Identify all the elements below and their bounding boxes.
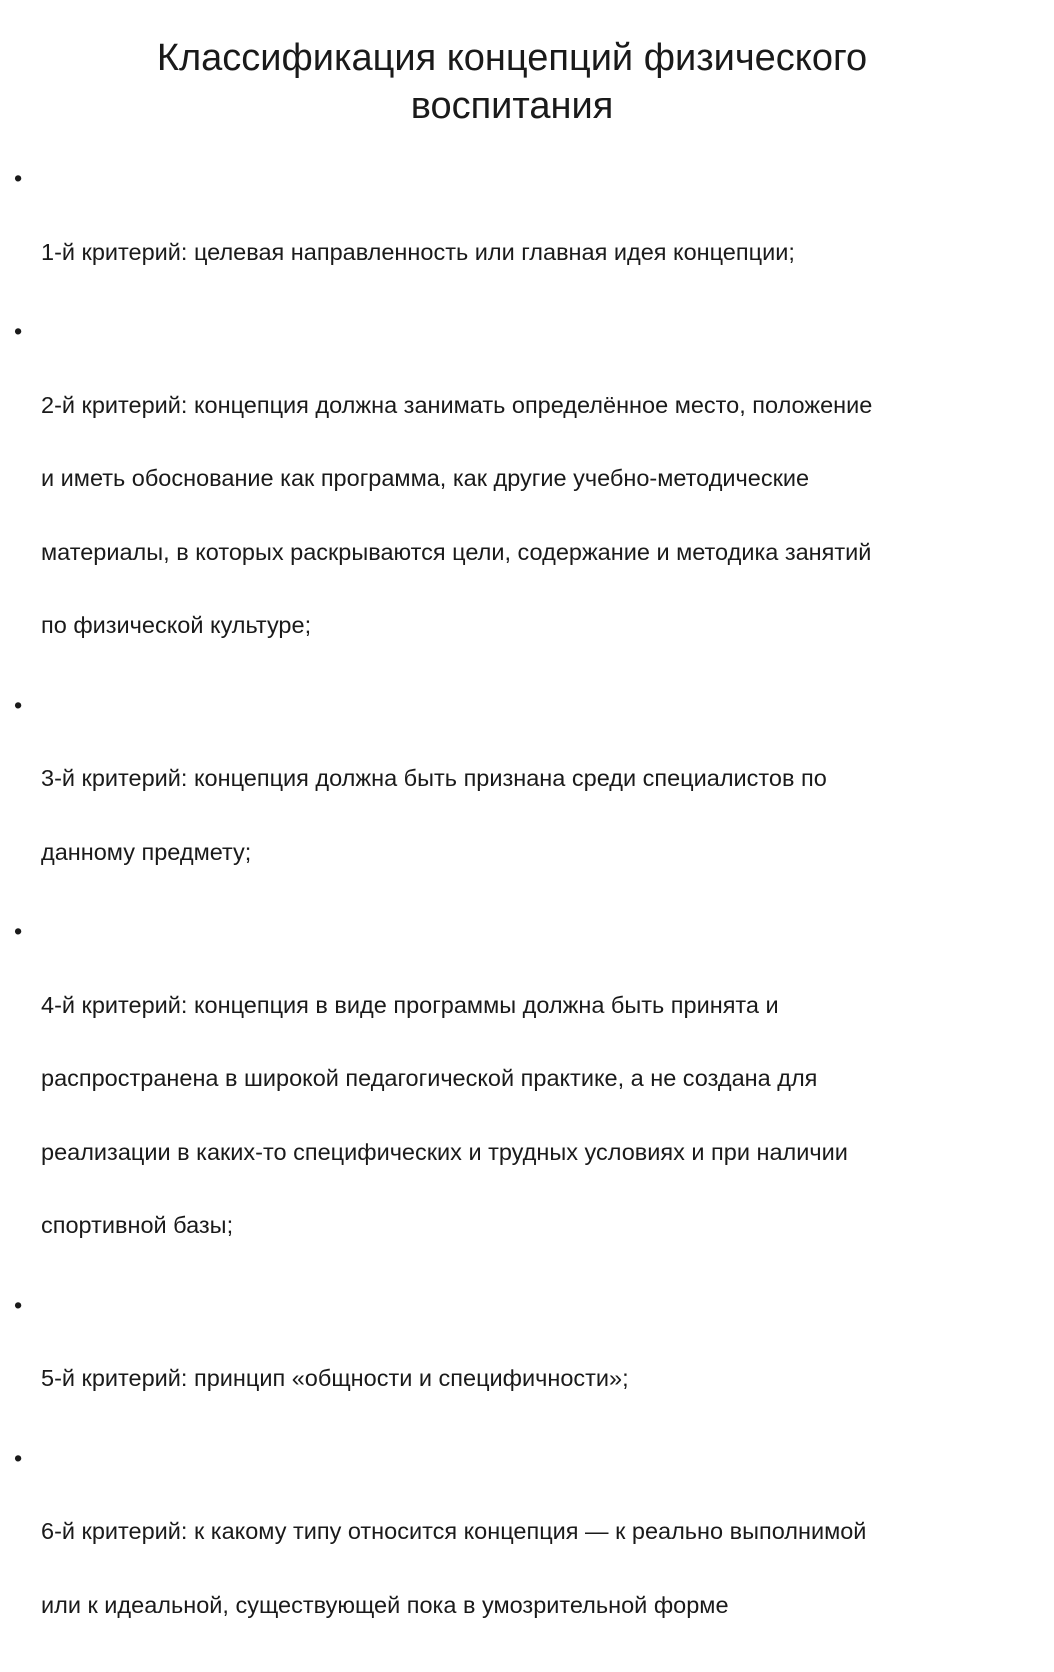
criterion-4-line-4: спортивной базы; [41,1212,234,1238]
criterion-1 [14,166,1054,313]
criterion-4 [14,919,1054,1287]
criterion-4-line-3: реализации в каких-то специфических и трудных условиях и при наличии [41,1138,848,1165]
criterion-3-line-1: 3-й критерий: концепция должна быть признана среди специалистов по [41,765,827,791]
criterion-6-line-1: 6-й критерий: к какому типу относится концепция — к реально выполнимой [41,1518,867,1544]
criterion-4-line-2: распространена в широкой педагогической практике, а не создана для [41,1065,818,1091]
criterion-3 [14,693,1054,914]
bullet-icon: • [14,165,23,191]
bullet-icon: • [14,1291,23,1318]
criterion-2 [14,319,1054,687]
bullet-icon: • [14,691,23,718]
slide-title [60,34,964,130]
bullet-icon: • [14,918,23,944]
slide-title-line-2: воспитания [410,85,614,127]
bullet-icon: • [14,1444,23,1471]
criterion-2-line-3: материалы, в которых раскрываются цели, содержание и методика занятий [41,538,872,565]
bullet-icon: • [14,318,23,344]
criterion-1-line-1: 1-й критерий: целевая направленность или главная идея концепции; [41,238,795,265]
criterion-2-line-1: 2-й критерий: концепция должна занимать определённое место, положение [41,391,873,418]
criterion-2-line-2: и иметь обоснование как программа, как другие учебно-методические [41,465,810,491]
criterion-6 [14,1446,1054,1667]
criterion-2-line-4: по физической культуре; [41,612,312,638]
criterion-5-line-1: 5-й критерий: принцип «общности и специфичности»; [41,1365,629,1391]
criterion-4-line-1: 4-й критерий: концепция в виде программы должна быть принята и [41,991,779,1018]
criterion-3-line-2: данному предмету; [41,838,252,865]
criteria-list [14,166,1054,1672]
criterion-5 [14,1293,1054,1440]
criterion-6-line-2: или к идеальной, существующей пока в умозрительной форме [41,1591,729,1618]
slide-title-line-1: Классификация концепций физического [156,37,868,79]
